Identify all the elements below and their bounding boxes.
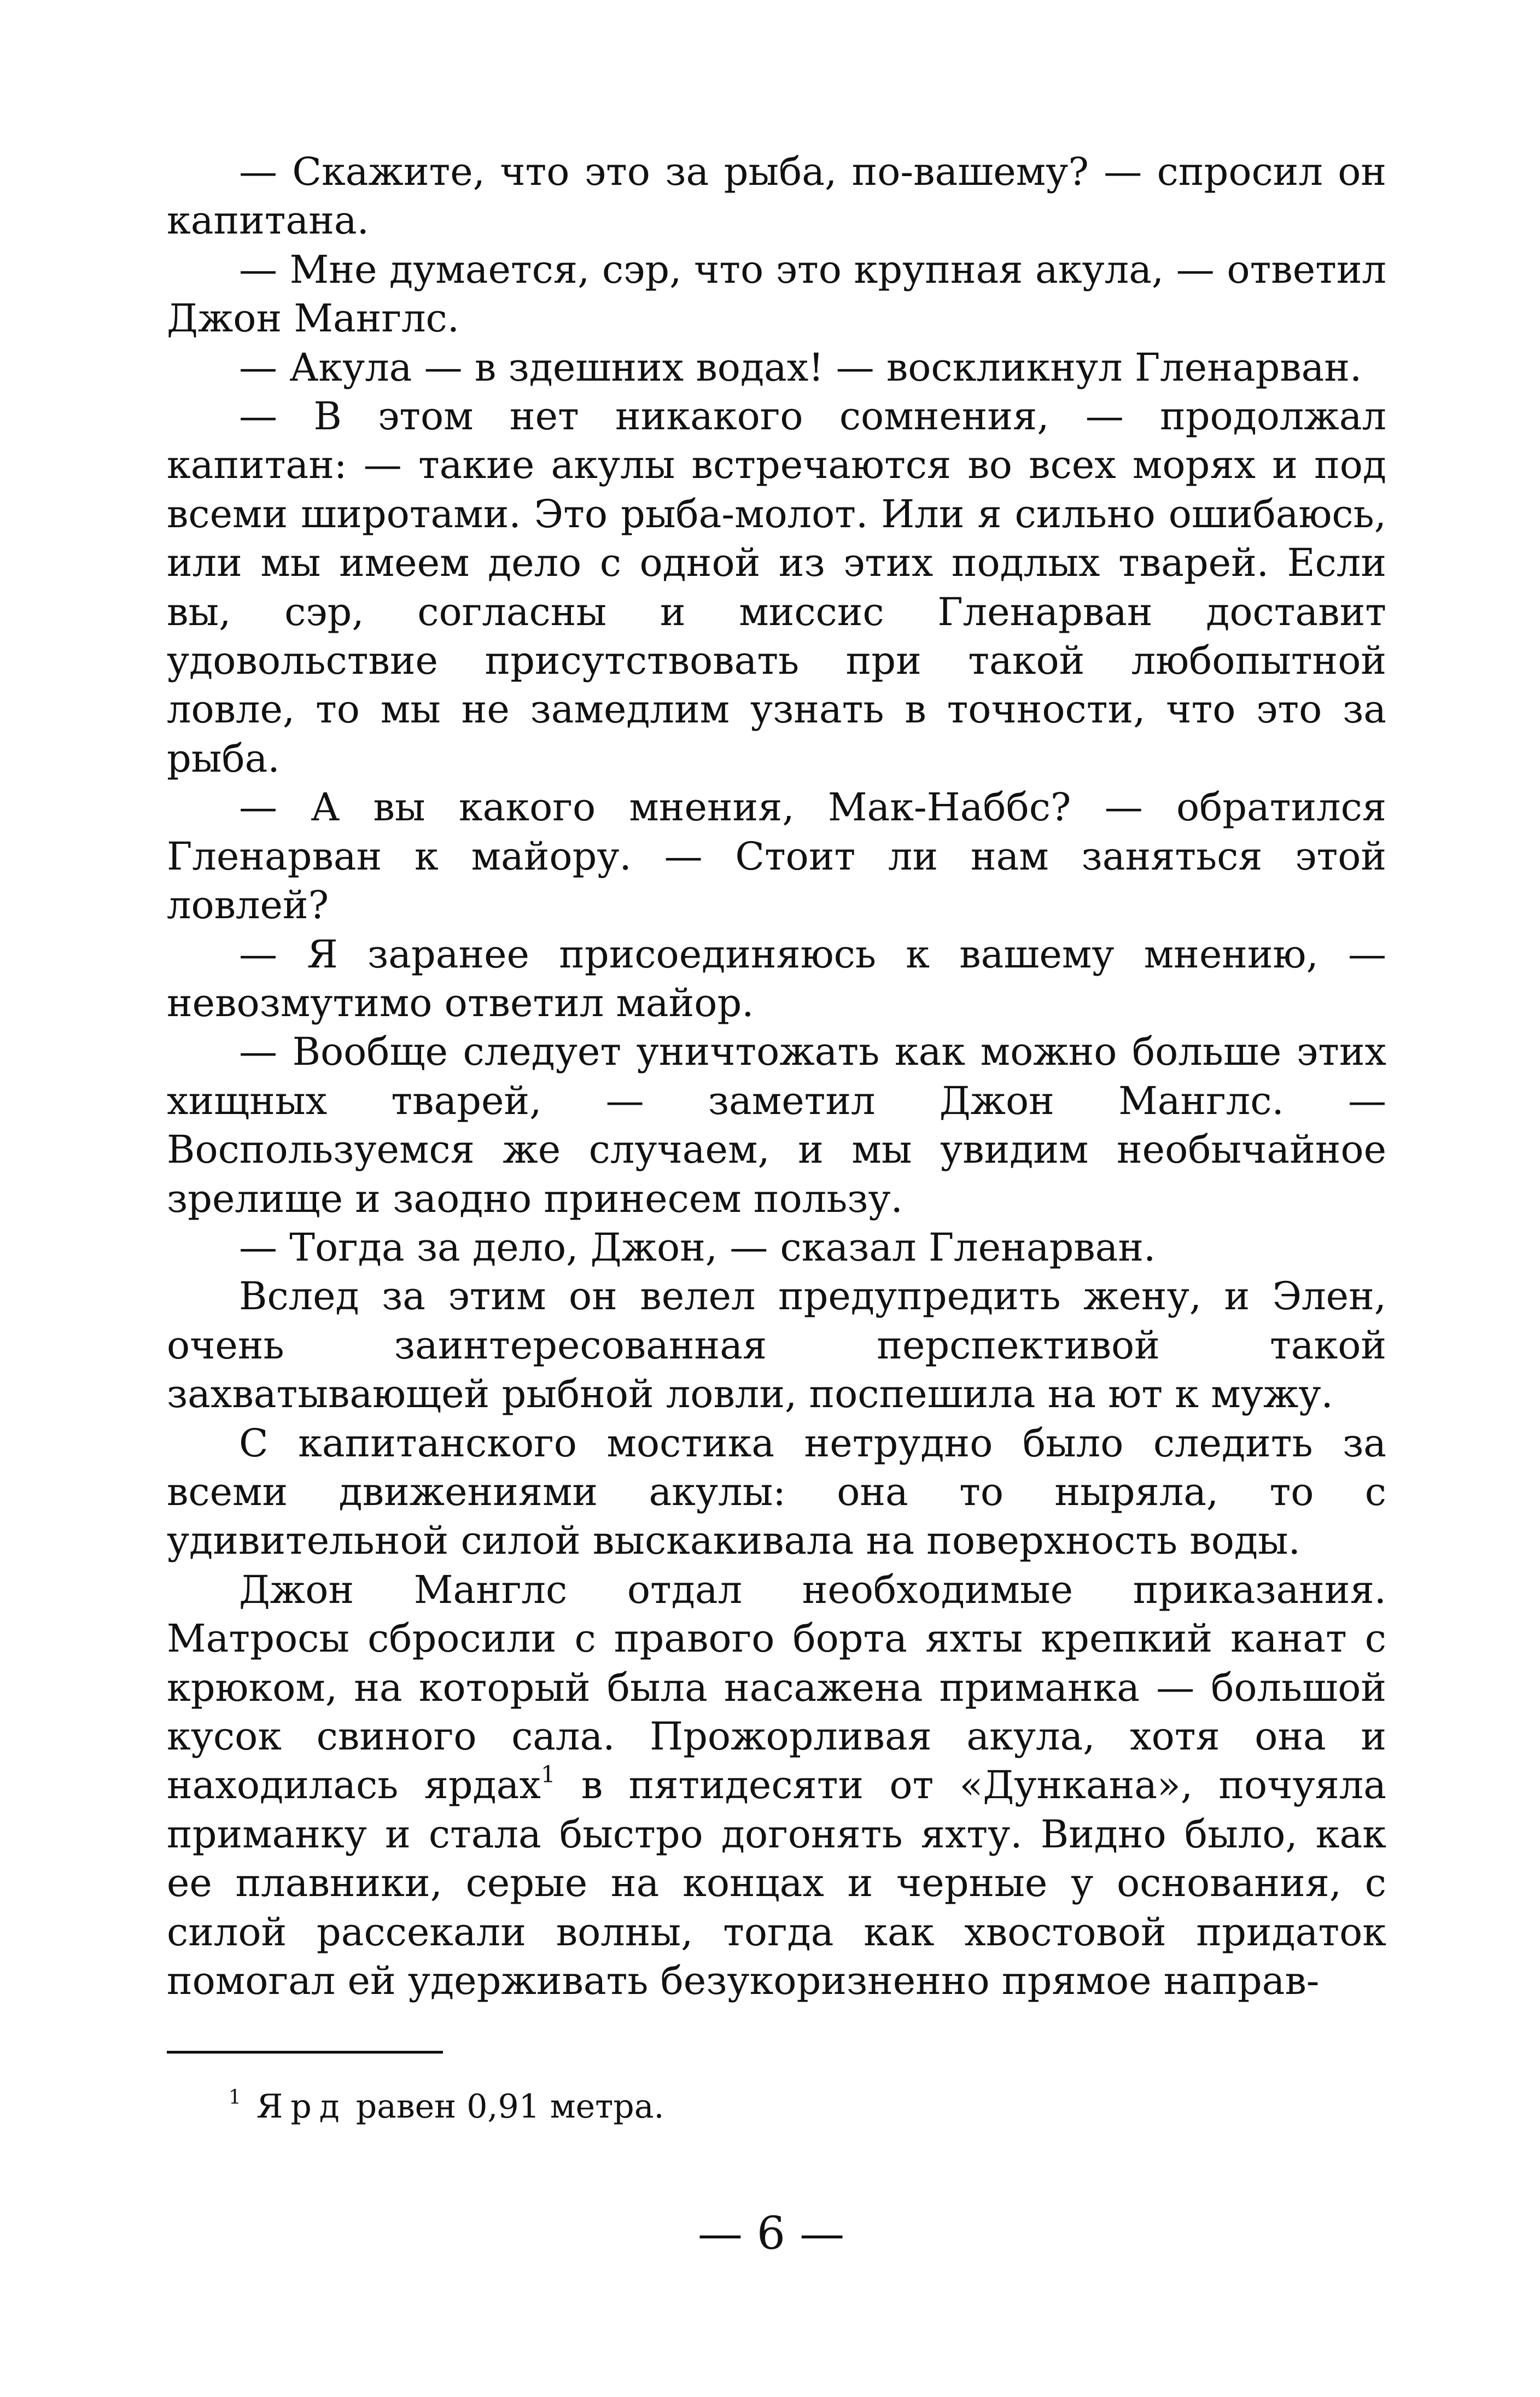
footnote-divider: [167, 2051, 443, 2054]
paragraph-6: — Я заранее присоединяюсь к вашему мнению, — невозмутимо ответил майор.: [167, 931, 1386, 1025]
paragraph-10: С капитанского мостика нетрудно было следить за всеми движениями акулы: она то ныряла, то с удивительной силой выскакивала на поверхность воды.: [167, 1420, 1386, 1564]
footnote-reference: 1: [540, 1761, 556, 1788]
footnote: [229, 2085, 1377, 2128]
footnote-term: Ярд: [256, 2087, 347, 2126]
paragraph-11: [167, 1566, 1386, 2006]
paragraph-9: Вслед за этим он велел предупредить жену, и Элен, очень заинтересованная перспективой такой захватывающей рыбной ловли, поспешила на ют к мужу.: [167, 1274, 1386, 1417]
paragraph-2: — Мне думается, сэр, что это крупная акула, — ответил Джон Манглс.: [167, 247, 1386, 341]
paragraph-3: — Акула — в здешних водах! — воскликнул Гленарван.: [239, 345, 1362, 390]
paragraph-4: — В этом нет никакого сомнения, — продолжал капитан: — такие акулы встречаются во всех морях и под всеми широтами. Это рыба-молот. Или я сильно ошибаюсь, или мы имеем дело с одной из этих подлых тварей. Если вы, сэр, согласны и миссис Гленарван доставит удовольствие присутствовать при такой любопытной ловле, то мы не замедлим узнать в точности, что это за рыба.: [167, 394, 1386, 781]
footnote-text: равен 0,91 метра.: [355, 2087, 664, 2126]
paragraph-8: — Тогда за дело, Джон, — сказал Гленарван.: [239, 1224, 1156, 1270]
body-text: [167, 148, 1386, 2005]
paragraph-11-part-2: в пятидесяти от «Дункана», почуяла приманку и стала быстро догонять яхту. Видно было, как ее плавники, серые на концах и черные у основания, с силой рассекали волны, тогда как хвостовой придаток помогал ей удерживать безукоризненно прямое направ-: [167, 1763, 1386, 2004]
paragraph-5: — А вы какого мнения, Мак-Наббс? — обратился Гленарван к майору. — Стоит ли нам заняться этой ловлей?: [167, 785, 1386, 928]
paragraph-1: — Скажите, что это за рыба, по-вашему? — спросил он капитана.: [167, 149, 1386, 243]
paragraph-7: — Вообще следует уничтожать как можно больше этих хищных тварей, — заметил Джон Манглс. — Воспользуемся же случаем, и мы увидим необычайное зрелище и заодно принесем пользу.: [167, 1029, 1386, 1221]
footnote-mark: 1: [229, 2086, 241, 2109]
paragraph-11-part-1: Джон Манглс отдал необходимые приказания. Матросы сбросили с правого борта яхты крепкий канат с крюком, на который была насажена приманка — большой кусок свиного сала. Прожорливая акула, хотя она и находилась ярдах: [167, 1567, 1386, 1808]
page-number: — 6 —: [697, 2208, 845, 2260]
